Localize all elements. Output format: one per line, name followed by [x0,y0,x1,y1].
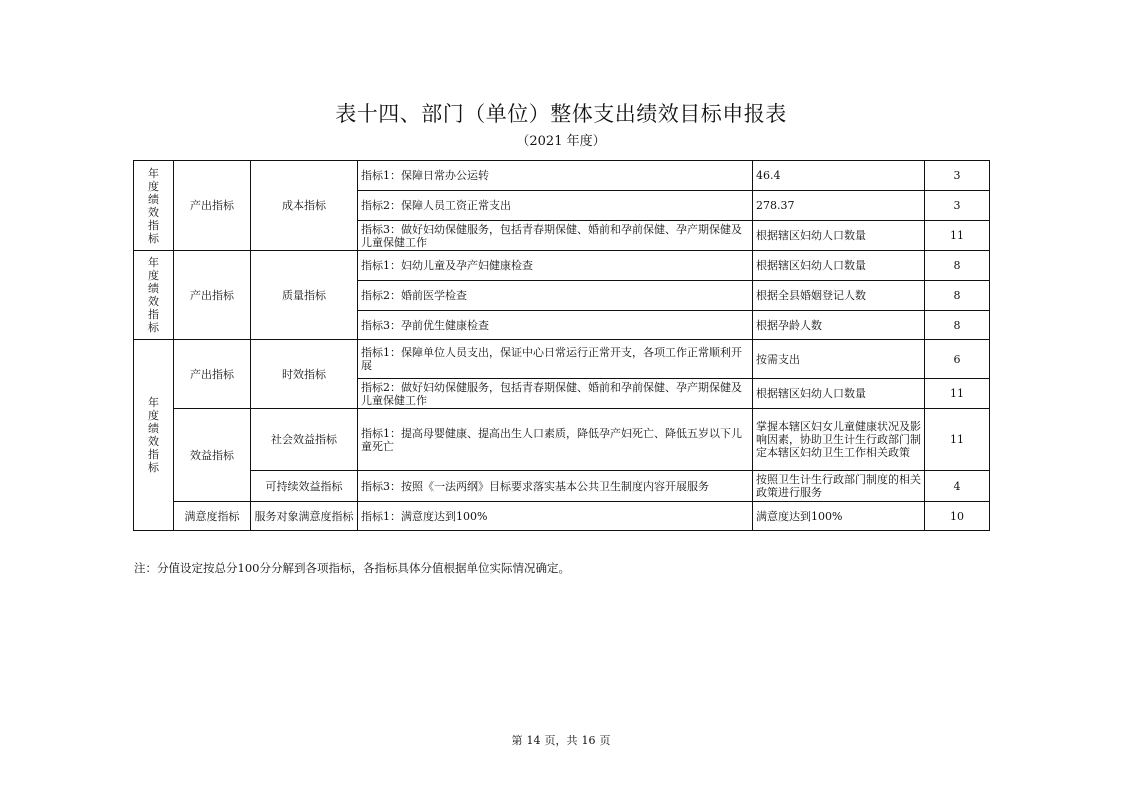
footer-end: 页 [599,734,611,747]
table-row [134,251,990,281]
table-row [134,340,990,379]
cat1-cell [134,161,174,251]
score-cell: 10 [925,502,990,531]
cat3-cell: 时效指标 [251,340,358,409]
page-subtitle: （2021 年度） [516,134,606,149]
cat3-cell: 服务对象满意度指标 [251,502,358,531]
indicator-cell: 指标2：婚前医学检查 [358,281,753,311]
target-cell: 根据辖区妇幼人口数量 [753,251,925,281]
target-cell: 掌握本辖区妇女儿童健康状况及影响因素，协助卫生计生行政部门制定本辖区妇幼卫生工作相关政策 [753,409,925,471]
cat3-cell: 质量指标 [251,251,358,340]
indicator-cell: 指标3：孕前优生健康检查 [358,311,753,340]
table-row [134,409,990,471]
target-cell: 根据孕龄人数 [753,311,925,340]
cat3-cell: 成本指标 [251,161,358,251]
target-cell: 按需支出 [753,340,925,379]
cat1-label: 年度绩效指标 [148,396,159,474]
cat1-label: 年度绩效指标 [148,166,159,245]
score-cell: 4 [925,471,990,502]
indicator-cell: 指标1：妇幼儿童及孕产妇健康检查 [358,251,753,281]
target-cell: 根据全县婚姻登记人数 [753,281,925,311]
page-footer [0,732,1122,748]
cat2-cell: 产出指标 [174,251,251,340]
indicator-cell: 指标1：满意度达到100% [358,502,753,531]
footnote: 注：分值设定按总分100分分解到各项指标，各指标具体分值根据单位实际情况确定。 [134,561,570,575]
cat1-cell [134,340,174,531]
score-cell: 3 [925,191,990,221]
score-cell: 11 [925,221,990,251]
score-cell: 6 [925,340,990,379]
performance-table-body [134,161,990,531]
footer-page-number: 14 [526,734,541,747]
indicator-cell: 指标1：保障单位人员支出，保证中心日常运行正常开支，各项工作正常顺利开展 [358,340,753,379]
cat1-label: 年度绩效指标 [148,256,159,334]
cat2-cell: 产出指标 [174,340,251,409]
indicator-cell: 指标3：按照《一法两纲》目标要求落实基本公共卫生制度内容开展服务 [358,471,753,502]
cat1-cell [134,251,174,340]
table-row [134,161,990,191]
footer-total-pages: 16 [581,734,596,747]
cat2-cell: 满意度指标 [174,502,251,531]
target-cell: 按照卫生计生行政部门制度的相关政策进行服务 [753,471,925,502]
indicator-cell: 指标3：做好妇幼保健服务，包括青春期保健、婚前和孕前保健、孕产期保健及儿童保健工作 [358,221,753,251]
indicator-cell: 指标2：保障人员工资正常支出 [358,191,753,221]
target-cell: 根据辖区妇幼人口数量 [753,221,925,251]
table-row [134,471,990,502]
target-cell: 满意度达到100% [753,502,925,531]
cat2-cell: 效益指标 [174,409,251,502]
score-cell: 8 [925,281,990,311]
score-cell: 11 [925,379,990,409]
score-cell: 11 [925,409,990,471]
score-cell: 3 [925,161,990,191]
score-cell: 8 [925,251,990,281]
cat2-cell: 产出指标 [174,161,251,251]
page-title: 表十四、部门（单位）整体支出绩效目标申报表 [335,102,787,126]
performance-table [133,160,990,531]
indicator-cell: 指标1：保障日常办公运转 [358,161,753,191]
score-cell: 8 [925,311,990,340]
target-cell: 46.4 [753,161,925,191]
cat3-cell: 社会效益指标 [251,409,358,471]
target-cell: 根据辖区妇幼人口数量 [753,379,925,409]
indicator-cell: 指标1：提高母婴健康、提高出生人口素质，降低孕产妇死亡、降低五岁以下儿童死亡 [358,409,753,471]
footer-page-label: 第 [511,734,523,747]
table-row [134,502,990,531]
cat3-cell: 可持续效益指标 [251,471,358,502]
indicator-cell: 指标2：做好妇幼保健服务，包括青春期保健、婚前和孕前保健、孕产期保健及儿童保健工作 [358,379,753,409]
target-cell: 278.37 [753,191,925,221]
footer-mid: 页，共 [544,734,578,747]
